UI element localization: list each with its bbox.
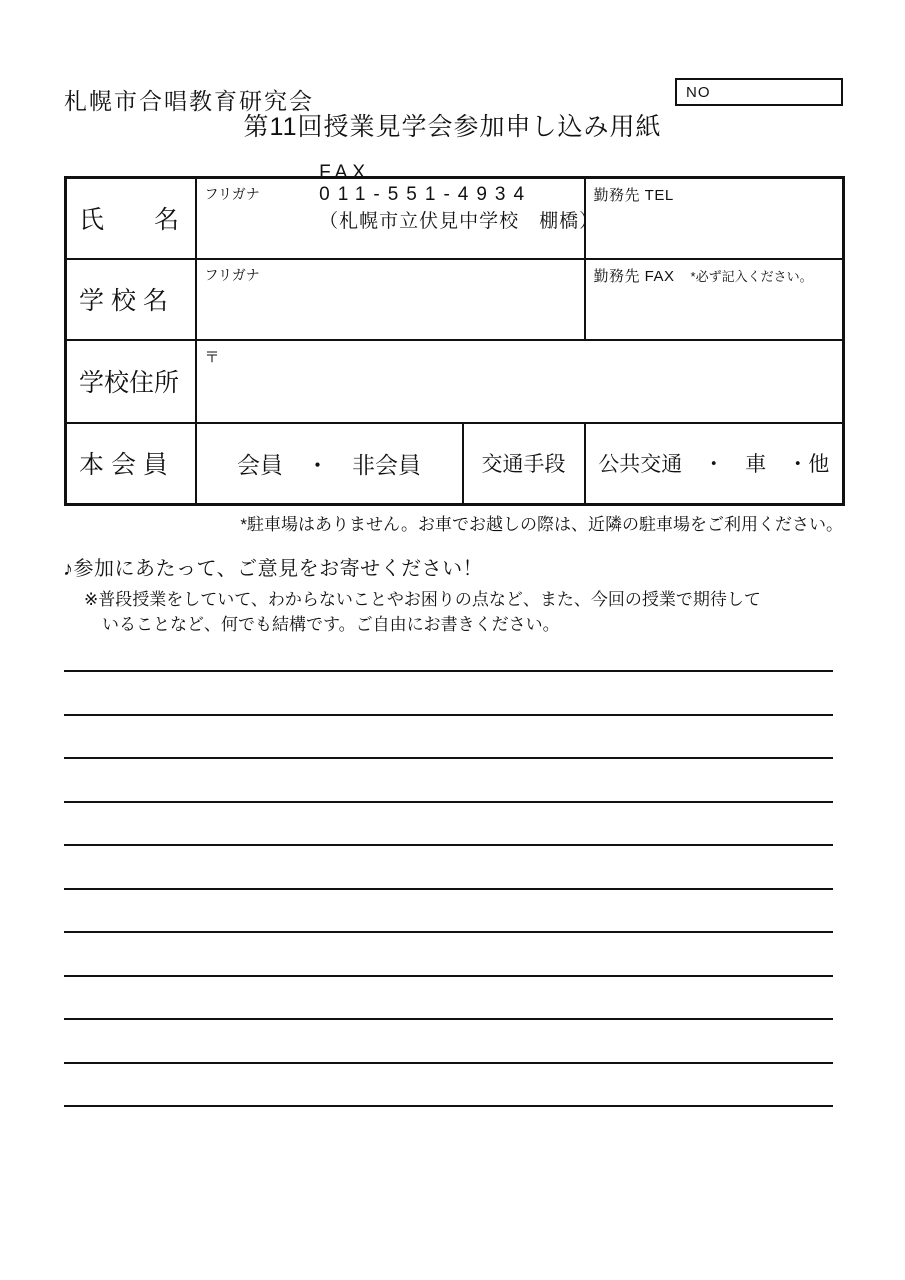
writing-line[interactable] [64, 844, 833, 846]
feedback-note-line1: ※普段授業をしていて、わからないことやお困りの点など、また、今回の授業で期待して [84, 590, 761, 609]
school-name-label: 学 校 名 [66, 259, 196, 340]
work-fax-input-cell[interactable] [585, 259, 844, 340]
no-field-label: NO [686, 84, 711, 101]
writing-line[interactable] [64, 1105, 833, 1107]
table-row-school-address [66, 340, 844, 423]
name-furigana-label: フリガナ [204, 186, 260, 202]
transport-options-cell[interactable]: 公共交通 ・ 車 ・他 [585, 423, 844, 505]
writing-line[interactable] [64, 670, 833, 672]
membership-label: 本 会 員 [66, 423, 196, 505]
name-input-cell[interactable] [196, 178, 585, 259]
parking-note: *駐車場はありません。お車でお越しの際は、近隣の駐車場をご利用ください。 [240, 515, 843, 534]
fax-required-note: *必ず記入ください。 [690, 268, 813, 284]
fax-label: FAX [319, 162, 371, 183]
feedback-note-line2: いることなど、何でも結構です。ご自由にお書きください。 [102, 615, 560, 634]
membership-options-cell[interactable]: 会員 ・ 非会員 [196, 423, 463, 505]
postal-mark: 〒 [204, 348, 220, 366]
writing-line[interactable] [64, 1062, 833, 1064]
work-tel-input-cell[interactable] [585, 178, 844, 259]
table-row-school-name [66, 259, 844, 340]
application-form-table [64, 176, 845, 506]
organization-name: 札幌市合唱教育研究会 [64, 88, 314, 114]
table-row-name [66, 178, 844, 259]
no-field[interactable] [675, 78, 843, 106]
name-label: 氏 名 [66, 178, 196, 259]
writing-line[interactable] [64, 931, 833, 933]
school-address-input-cell[interactable] [196, 340, 844, 423]
fax-contact: （札幌市立伏見中学校 棚橋） [319, 211, 600, 232]
transport-label: 交通手段 [463, 423, 585, 505]
writing-line[interactable] [64, 714, 833, 716]
work-fax-label: 勤務先 FAX [593, 267, 675, 285]
school-address-label: 学校住所 [66, 340, 196, 423]
writing-line[interactable] [64, 757, 833, 759]
work-tel-label: 勤務先 TEL [593, 187, 674, 204]
feedback-heading: ♪参加にあたって、ご意見をお寄せください！ [63, 558, 484, 580]
writing-line[interactable] [64, 975, 833, 977]
fax-number: 011-551-4934 [319, 184, 533, 205]
writing-line[interactable] [64, 1018, 833, 1020]
form-title: 第11回授業見学会参加申し込み用紙 [243, 113, 662, 141]
writing-line[interactable] [64, 801, 833, 803]
writing-line[interactable] [64, 888, 833, 890]
school-name-input-cell[interactable] [196, 259, 585, 340]
table-row-membership [66, 423, 844, 505]
school-furigana-label: フリガナ [204, 266, 260, 283]
